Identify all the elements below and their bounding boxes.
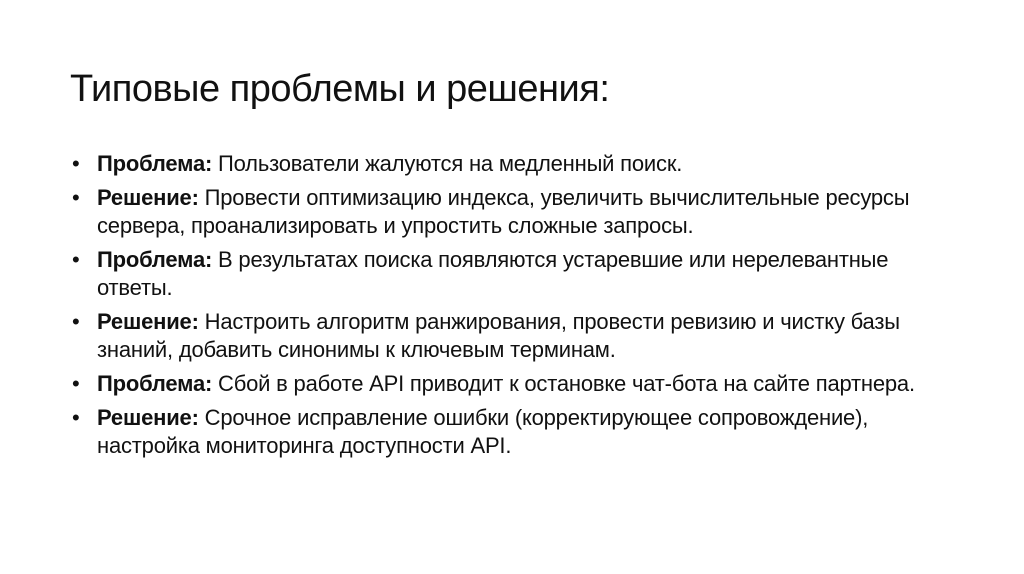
bullet-item [70, 370, 960, 398]
bullet-label: Решение: [97, 185, 199, 210]
bullet-dot-icon: • [72, 405, 80, 430]
bullet-item [70, 150, 960, 178]
bullet-label: Проблема: [97, 247, 213, 272]
bullet-text: В результатах поиска появляются устаревшие или нерелевантные ответы. [97, 247, 889, 300]
bullet-dot-icon: • [72, 309, 80, 334]
bullet-item [70, 404, 960, 460]
bullet-dot-icon: • [72, 185, 80, 210]
slide-title: Типовые проблемы и решения: [70, 68, 610, 110]
bullet-label: Решение: [97, 405, 199, 430]
bullet-item [70, 184, 960, 240]
bullet-text: Сбой в работе API приводит к остановке чат-бота на сайте партнера. [212, 371, 915, 396]
bullet-label: Проблема: [97, 371, 213, 396]
bullet-text: Настроить алгоритм ранжирования, провести ревизию и чистку базы знаний, добавить синонимы к ключевым терминам. [97, 309, 900, 362]
bullet-list [70, 150, 960, 466]
bullet-text: Пользователи жалуются на медленный поиск. [212, 151, 683, 176]
bullet-item [70, 308, 960, 364]
bullet-dot-icon: • [72, 371, 80, 396]
bullet-dot-icon: • [72, 151, 80, 176]
bullet-item [70, 246, 960, 302]
bullet-text: Срочное исправление ошибки (корректирующее сопровождение), настройка мониторинга доступности API. [97, 405, 869, 458]
bullet-text: Провести оптимизацию индекса, увеличить вычислительные ресурсы сервера, проанализировать и упростить сложные запросы. [97, 185, 910, 238]
bullet-dot-icon: • [72, 247, 80, 272]
bullet-label: Решение: [97, 309, 199, 334]
bullet-label: Проблема: [97, 151, 213, 176]
